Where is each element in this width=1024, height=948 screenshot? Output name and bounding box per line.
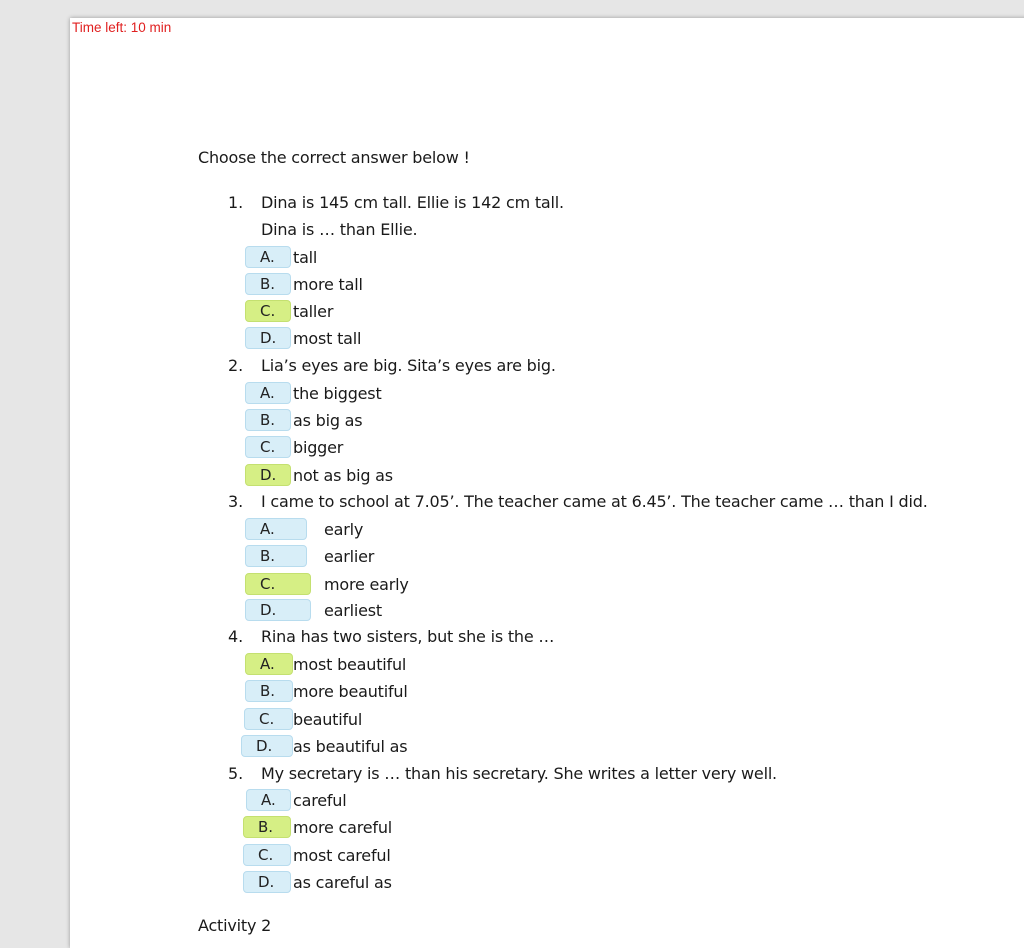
question-1-option-d[interactable] bbox=[245, 327, 361, 349]
question-5-option-d[interactable] bbox=[243, 871, 392, 893]
question-4-option-a[interactable] bbox=[245, 653, 406, 675]
option-letter-box-selected[interactable]: C. bbox=[245, 573, 311, 595]
option-letter-box[interactable]: D. bbox=[245, 599, 311, 621]
option-letter-box-selected[interactable]: D. bbox=[245, 464, 291, 486]
question-2-number: 2. bbox=[228, 356, 244, 375]
option-text: most tall bbox=[293, 328, 362, 348]
option-text: taller bbox=[293, 301, 334, 321]
option-letter-box[interactable]: B. bbox=[245, 680, 293, 702]
question-3-option-b[interactable] bbox=[245, 545, 374, 567]
option-letter-box[interactable]: A. bbox=[245, 246, 291, 268]
question-2-text: Lia’s eyes are big. Sita’s eyes are big. bbox=[261, 356, 556, 375]
option-text: careful bbox=[293, 790, 347, 810]
question-3-option-c[interactable] bbox=[245, 573, 409, 595]
question-1-option-c[interactable] bbox=[245, 300, 333, 322]
option-text: earliest bbox=[324, 600, 382, 620]
question-5-text: My secretary is … than his secretary. She writes a letter very well. bbox=[261, 764, 777, 783]
option-letter-box[interactable]: D. bbox=[241, 735, 293, 757]
question-1-text-2: Dina is … than Ellie. bbox=[261, 220, 418, 239]
question-3-option-d[interactable] bbox=[245, 599, 382, 621]
option-text: as beautiful as bbox=[293, 736, 408, 756]
option-letter-box[interactable]: B. bbox=[245, 545, 307, 567]
option-text: the biggest bbox=[293, 383, 382, 403]
option-letter-box[interactable]: D. bbox=[243, 871, 291, 893]
question-4-option-c[interactable] bbox=[244, 708, 362, 730]
question-3-number: 3. bbox=[228, 492, 244, 511]
option-text: as big as bbox=[293, 410, 363, 430]
option-letter-box[interactable]: A. bbox=[245, 382, 291, 404]
question-2-option-d[interactable] bbox=[245, 464, 393, 486]
question-1-option-a[interactable] bbox=[245, 246, 317, 268]
question-2-option-c[interactable] bbox=[245, 436, 343, 458]
option-text: not as big as bbox=[293, 465, 393, 485]
option-text: earlier bbox=[324, 546, 375, 566]
question-4-text: Rina has two sisters, but she is the … bbox=[261, 627, 555, 646]
question-1-number: 1. bbox=[228, 193, 244, 212]
question-4-option-d[interactable] bbox=[241, 735, 407, 757]
option-letter-box-selected[interactable]: B. bbox=[243, 816, 291, 838]
option-letter-box[interactable]: C. bbox=[243, 844, 291, 866]
question-3-text: I came to school at 7.05’. The teacher came at 6.45’. The teacher came … than I did. bbox=[261, 492, 928, 511]
question-2-option-a[interactable] bbox=[245, 382, 382, 404]
option-letter-box-selected[interactable]: A. bbox=[245, 653, 293, 675]
option-text: more tall bbox=[293, 274, 363, 294]
option-text: early bbox=[324, 519, 364, 539]
option-text: beautiful bbox=[293, 709, 363, 729]
option-letter-box[interactable]: B. bbox=[245, 409, 291, 431]
option-letter-box[interactable]: C. bbox=[245, 436, 291, 458]
option-letter-box[interactable]: D. bbox=[245, 327, 291, 349]
option-text: more careful bbox=[293, 817, 393, 837]
question-5-option-b[interactable] bbox=[243, 816, 392, 838]
question-5-number: 5. bbox=[228, 764, 244, 783]
question-2-option-b[interactable] bbox=[245, 409, 362, 431]
option-letter-box-selected[interactable]: C. bbox=[245, 300, 291, 322]
question-4-number: 4. bbox=[228, 627, 244, 646]
question-1-option-b[interactable] bbox=[245, 273, 363, 295]
question-3-option-a[interactable] bbox=[245, 518, 363, 540]
option-text: most beautiful bbox=[293, 654, 407, 674]
question-5-option-a[interactable] bbox=[246, 789, 347, 811]
option-text: most careful bbox=[293, 845, 391, 865]
option-letter-box[interactable]: A. bbox=[246, 789, 291, 811]
time-left-label: Time left: 10 min bbox=[72, 20, 172, 35]
option-letter-box[interactable]: B. bbox=[245, 273, 291, 295]
worksheet-page bbox=[70, 18, 1024, 948]
option-text: more beautiful bbox=[293, 681, 408, 701]
activity-2-heading: Activity 2 bbox=[198, 916, 272, 935]
instruction-text: Choose the correct answer below ! bbox=[198, 148, 470, 167]
option-text: more early bbox=[324, 574, 409, 594]
option-letter-box[interactable]: A. bbox=[245, 518, 307, 540]
question-5-option-c[interactable] bbox=[243, 844, 391, 866]
question-4-option-b[interactable] bbox=[245, 680, 408, 702]
option-text: tall bbox=[293, 247, 318, 267]
option-text: as careful as bbox=[293, 872, 392, 892]
question-1-text: Dina is 145 cm tall. Ellie is 142 cm tall. bbox=[261, 193, 564, 212]
option-letter-box[interactable]: C. bbox=[244, 708, 293, 730]
option-text: bigger bbox=[293, 437, 344, 457]
